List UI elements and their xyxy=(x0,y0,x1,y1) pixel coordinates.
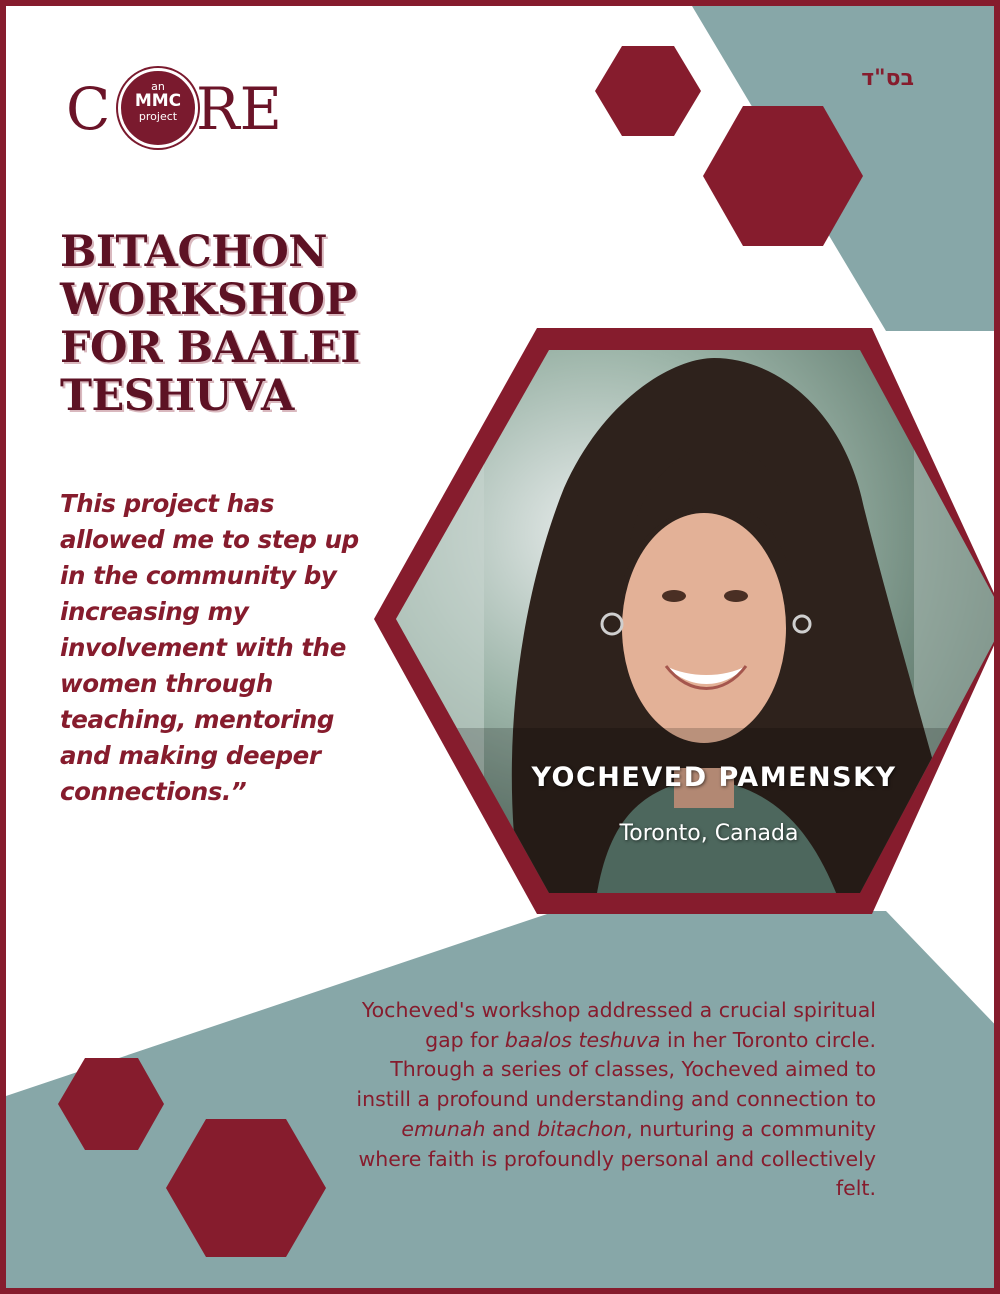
description-emphasis-3: bitachon xyxy=(537,1116,627,1141)
description-text-4: , nurturing a community where faith is profoundly personal and collectively felt. xyxy=(358,1116,876,1201)
description-emphasis-2: emunah xyxy=(401,1116,486,1141)
page-title: BITACHON WORKSHOP FOR BAALEI TESHUVA xyxy=(60,227,360,422)
person-location: Toronto, Canada xyxy=(619,821,799,846)
logo-letter-c: C xyxy=(66,75,111,143)
core-logo xyxy=(66,68,306,158)
description-text-1: Yocheved's workshop addressed a crucial spiritual gap for xyxy=(361,998,876,1052)
description-text-3: and xyxy=(485,1116,538,1141)
project-description xyxy=(336,996,876,1204)
testimonial-quote: This project has allowed me to step up in the community by increasing my involvement with the women through teaching, mentoring and making deeper connections.” xyxy=(60,489,359,806)
hexagon-top-small xyxy=(595,46,701,136)
hebrew-heading: בס"ד xyxy=(861,66,914,91)
mmc-badge xyxy=(118,68,198,148)
badge-bottom-text: project xyxy=(138,109,178,123)
description-emphasis-1: baalos teshuva xyxy=(504,1027,661,1052)
logo-letters-re: RE xyxy=(196,75,283,143)
badge-middle-text: MMC xyxy=(134,91,182,111)
description-text-2: in her Toronto circle. Through a series of classes, Yocheved aimed to instill a profound understanding and connection to xyxy=(356,1027,876,1112)
badge-top-text: an xyxy=(151,80,165,93)
person-name: YOCHEVED PAMENSKY xyxy=(531,762,897,793)
